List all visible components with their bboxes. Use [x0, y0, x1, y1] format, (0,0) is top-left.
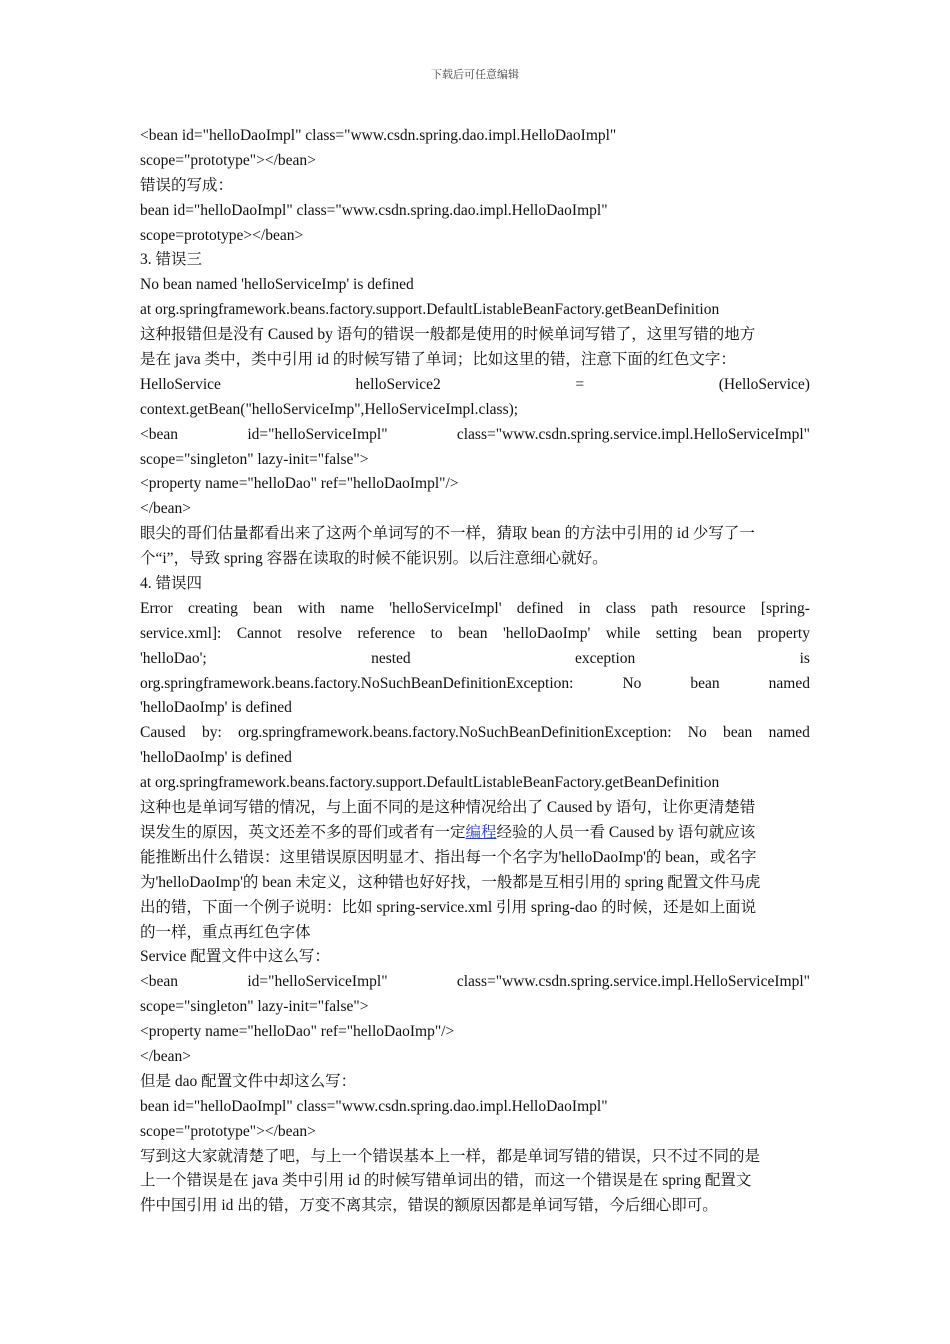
justified-line: [140, 597, 810, 622]
word: named: [768, 724, 810, 742]
justified-line: [140, 970, 810, 995]
text-line: bean id="helloDaoImpl" class="www.csdn.spring.dao.impl.HelloDaoImpl": [140, 1097, 608, 1115]
word: 'helloDao';: [140, 649, 207, 667]
text-line: at org.springframework.beans.factory.support.DefaultListableBeanFactory.getBeanDefinition: [140, 301, 720, 319]
text-line: bean id="helloDaoImpl" class="www.csdn.spring.dao.impl.HelloDaoImpl": [140, 201, 608, 219]
text-line: 但是 dao 配置文件中却这么写：: [140, 1072, 357, 1090]
justified-line: [140, 721, 810, 746]
word: id="helloServiceImpl": [247, 973, 388, 991]
text-line: <bean id="helloDaoImpl" class="www.csdn.spring.dao.impl.HelloDaoImpl": [140, 127, 617, 144]
word: setting: [655, 624, 698, 642]
word: org.springframework.beans.factory.NoSuchBeanDefinitionException:: [238, 724, 672, 742]
word: No: [622, 674, 642, 692]
page-header: 下载后可任意编辑: [431, 68, 519, 81]
text-line-with-link: [140, 821, 810, 846]
word: bean: [723, 724, 753, 742]
text-line: context.getBean("helloServiceImp",HelloServiceImpl.class);: [140, 400, 519, 418]
word: reference: [357, 624, 416, 642]
text-line: 出的错，下面一个例子说明：比如 spring-service.xml 引用 spring-dao 的时候，还是如上面说: [140, 898, 757, 916]
word: name: [340, 599, 374, 617]
word: named: [768, 674, 810, 692]
text-line: 'helloDaoImp' is defined: [140, 749, 292, 767]
word: Caused: [140, 724, 186, 742]
text-line: 能推断出什么错误：这里错误原因明显才、指出每一个名字为'helloDaoImp'的 bean，或名字: [140, 848, 757, 866]
justified-line: [140, 672, 810, 697]
text-line: 件中国引用 id 出的错，万变不离其宗，错误的额原因都是单词写错，今后细心即可。: [140, 1197, 718, 1215]
word: by:: [201, 724, 222, 742]
justified-line: [140, 373, 810, 398]
word: (HelloService): [718, 375, 810, 393]
programming-link[interactable]: 编程: [465, 823, 497, 841]
word: No: [687, 724, 707, 742]
text-line: 个“i”，导致 spring 容器在读取的时候不能识别。以后注意细心就好。: [140, 550, 608, 568]
word: resolve: [297, 624, 342, 642]
word: bean: [690, 674, 720, 692]
word: id="helloServiceImpl": [247, 425, 388, 443]
text-line: 写到这大家就清楚了吧，与上一个错误基本上一样，都是单词写错的错误，只不过不同的是: [140, 1147, 761, 1165]
word: [spring-: [760, 599, 810, 617]
word: bean: [712, 624, 742, 642]
text-line: 4. 错误四: [140, 575, 203, 593]
justified-line: [140, 622, 810, 647]
word: bean: [458, 624, 488, 642]
text-line: No bean named 'helloServiceImp' is defined: [140, 276, 414, 294]
text-line: 3. 错误三: [140, 251, 203, 269]
word: 'helloServiceImpl': [389, 599, 502, 617]
word: property: [757, 624, 810, 642]
word: defined: [516, 599, 564, 617]
word: helloService2: [355, 375, 441, 393]
text-line: </bean>: [140, 500, 192, 518]
word: <bean: [140, 973, 179, 991]
word: 'helloDaoImp': [502, 624, 591, 642]
text-line: scope="prototype"></bean>: [140, 1122, 316, 1140]
word: org.springframework.beans.factory.NoSuchBeanDefinitionException:: [140, 674, 574, 692]
text-line: scope="prototype"></bean>: [140, 151, 316, 169]
justified-line: [140, 423, 810, 448]
word: to: [430, 624, 443, 642]
text-line: </bean>: [140, 1047, 192, 1065]
word: Error: [140, 599, 173, 617]
text-line: 错误的写成：: [140, 176, 234, 194]
word: nested: [371, 649, 411, 667]
text-line: scope="singleton" lazy-init="false">: [140, 450, 369, 468]
word: <bean: [140, 425, 179, 443]
word: resource: [693, 599, 746, 617]
text-line: 为'helloDaoImp'的 bean 未定义，这种错也好好找，一般都是互相引用的 spring 配置文件马虎: [140, 873, 761, 891]
text-line: 是在 java 类中，类中引用 id 的时候写错了单词；比如这里的错，注意下面的红色文字：: [140, 351, 736, 369]
text-line: Service 配置文件中这么写：: [140, 948, 330, 966]
text-before-link: 误发生的原因，英文还差不多的哥们或者有一定: [140, 823, 466, 841]
word: with: [297, 599, 326, 617]
word: is: [799, 649, 810, 667]
document-body: [140, 124, 810, 1219]
text-line: scope="singleton" lazy-init="false">: [140, 998, 369, 1016]
word: path: [651, 599, 678, 617]
word: class="www.csdn.spring.service.impl.HelloServiceImpl": [456, 425, 810, 443]
word: creating: [187, 599, 238, 617]
text-line: <property name="helloDao" ref="helloDaoImp"/>: [140, 1023, 455, 1041]
text-line: 这种报错但是没有 Caused by 语句的错误一般都是使用的时候单词写错了，这里写错的地方: [140, 326, 756, 344]
word: class: [605, 599, 636, 617]
text-line: 眼尖的哥们估量都看出来了这两个单词写的不一样，猜取 bean 的方法中引用的 id 少写了一: [140, 525, 755, 543]
text-line: 的一样，重点再红色字体: [140, 923, 311, 941]
word: Cannot: [236, 624, 282, 642]
text-line: at org.springframework.beans.factory.support.DefaultListableBeanFactory.getBeanDefinition: [140, 774, 720, 792]
word: exception: [575, 649, 636, 667]
word: HelloService: [140, 375, 221, 393]
text-after-link: 经验的人员一看 Caused by 语句就应该: [496, 823, 756, 841]
justified-line: [140, 647, 810, 672]
word: bean: [253, 599, 283, 617]
text-line: 上一个错误是在 java 类中引用 id 的时候写错单词出的错，而这一个错误是在 spring 配置文: [140, 1172, 752, 1190]
word: =: [575, 375, 585, 393]
text-line: scope=prototype></bean>: [140, 226, 304, 244]
word: class="www.csdn.spring.service.impl.HelloServiceImpl": [456, 973, 810, 991]
word: in: [578, 599, 591, 617]
word: while: [605, 624, 641, 642]
text-line: 'helloDaoImp' is defined: [140, 699, 292, 717]
text-line: 这种也是单词写错的情况，与上面不同的是这种情况给出了 Caused by 语句，让你更清楚错: [140, 799, 756, 817]
word: service.xml]:: [140, 624, 222, 642]
text-line: <property name="helloDao" ref="helloDaoImpl"/>: [140, 475, 459, 493]
